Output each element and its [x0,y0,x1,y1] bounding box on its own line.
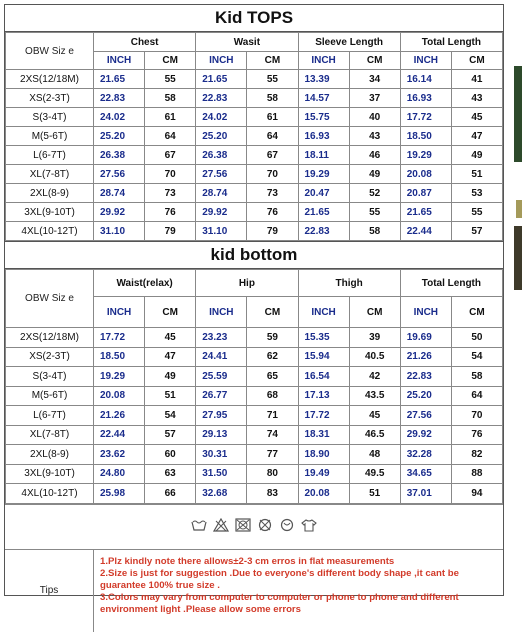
inch-value-cell: 20.87 [400,184,451,203]
inch-value-cell: 19.29 [94,367,145,387]
inch-value-cell: 21.65 [196,70,247,89]
unit-header: INCH [400,297,451,328]
inch-value-cell: 29.13 [196,425,247,445]
cm-value-cell: 37 [349,89,400,108]
inch-value-cell: 16.14 [400,70,451,89]
adjacent-photo-strip [506,0,522,600]
photo-fragment [514,66,522,162]
inch-value-cell: 27.56 [94,165,145,184]
inch-value-cell: 15.75 [298,108,349,127]
inch-value-cell: 19.49 [298,464,349,484]
inch-value-cell: 24.02 [94,108,145,127]
cm-value-cell: 79 [247,222,298,241]
cm-value-cell: 52 [349,184,400,203]
inch-value-cell: 22.44 [94,425,145,445]
cm-value-cell: 70 [451,406,502,426]
table-row [6,464,503,484]
cm-value-cell: 76 [247,203,298,222]
table-row [6,127,503,146]
inch-value-cell: 21.26 [400,347,451,367]
cm-value-cell: 55 [451,203,502,222]
cm-value-cell: 61 [247,108,298,127]
inch-value-cell: 19.29 [298,165,349,184]
cm-value-cell: 61 [145,108,196,127]
table-row [6,70,503,89]
inch-value-cell: 22.83 [94,89,145,108]
hang-dry-icon [301,518,317,535]
cm-value-cell: 65 [247,367,298,387]
cm-value-cell: 47 [451,127,502,146]
measure-group-header: Waist(relax) [94,270,196,297]
cm-value-cell: 53 [451,184,502,203]
cm-value-cell: 58 [145,89,196,108]
cm-value-cell: 54 [145,406,196,426]
cm-value-cell: 60 [145,445,196,465]
inch-value-cell: 25.98 [94,484,145,504]
cm-value-cell: 49.5 [349,464,400,484]
inch-value-cell: 19.69 [400,328,451,348]
measure-group-header: Total Length [400,270,502,297]
inch-value-cell: 32.28 [400,445,451,465]
inch-value-cell: 31.10 [196,222,247,241]
tips-section [5,549,503,632]
inch-value-cell: 22.44 [400,222,451,241]
inch-value-cell: 18.31 [298,425,349,445]
table-row [6,484,503,504]
cm-value-cell: 67 [145,146,196,165]
cm-value-cell: 51 [145,386,196,406]
cm-value-cell: 88 [451,464,502,484]
cm-value-cell: 49 [349,165,400,184]
inch-value-cell: 19.29 [400,146,451,165]
cm-value-cell: 50 [451,328,502,348]
inch-value-cell: 27.95 [196,406,247,426]
size-cell: XS(2-3T) [6,347,94,367]
size-cell: 3XL(9-10T) [6,203,94,222]
cm-value-cell: 59 [247,328,298,348]
size-column-header: OBW Siz e [6,270,94,328]
inch-value-cell: 27.56 [196,165,247,184]
cm-value-cell: 51 [349,484,400,504]
cm-value-cell: 43.5 [349,386,400,406]
inch-value-cell: 27.56 [400,406,451,426]
unit-header: CM [247,52,298,70]
inch-value-cell: 13.39 [298,70,349,89]
table-row [6,165,503,184]
inch-value-cell: 14.57 [298,89,349,108]
size-cell: L(6-7T) [6,406,94,426]
cm-value-cell: 40.5 [349,347,400,367]
table-row [6,89,503,108]
size-cell: 3XL(9-10T) [6,464,94,484]
inch-value-cell: 16.54 [298,367,349,387]
unit-header: INCH [400,52,451,70]
inch-value-cell: 25.20 [94,127,145,146]
size-cell: XL(7-8T) [6,425,94,445]
size-column-header: OBW Siz e [6,33,94,70]
inch-value-cell: 24.80 [94,464,145,484]
unit-header: INCH [94,297,145,328]
cm-value-cell: 64 [451,386,502,406]
cm-value-cell: 42 [349,367,400,387]
size-cell: S(3-4T) [6,108,94,127]
table-row [6,425,503,445]
inch-value-cell: 37.01 [400,484,451,504]
tops-table [5,32,503,241]
inch-value-cell: 15.35 [298,328,349,348]
cm-value-cell: 79 [145,222,196,241]
hand-wash-icon [191,518,207,535]
size-cell: XS(2-3T) [6,89,94,108]
cm-value-cell: 47 [145,347,196,367]
cm-value-cell: 71 [247,406,298,426]
unit-header: CM [451,297,502,328]
inch-value-cell: 28.74 [196,184,247,203]
no-tumble-dry-icon [235,518,251,535]
inch-value-cell: 23.23 [196,328,247,348]
inch-value-cell: 21.65 [400,203,451,222]
inch-value-cell: 26.38 [94,146,145,165]
cm-value-cell: 49 [145,367,196,387]
size-chart [4,4,504,615]
cm-value-cell: 55 [145,70,196,89]
measure-group-header: Sleeve Length [298,33,400,52]
inch-value-cell: 21.65 [298,203,349,222]
cm-value-cell: 82 [451,445,502,465]
no-dry-clean-icon [257,518,273,535]
size-cell: 4XL(10-12T) [6,222,94,241]
inch-value-cell: 22.83 [196,89,247,108]
inch-value-cell: 24.41 [196,347,247,367]
no-bleach-icon [213,518,229,535]
bottom-table [5,269,503,504]
inch-value-cell: 17.72 [94,328,145,348]
cm-value-cell: 76 [451,425,502,445]
size-cell: 2XL(8-9) [6,445,94,465]
inch-value-cell: 23.62 [94,445,145,465]
unit-header: CM [145,297,196,328]
cm-value-cell: 46 [349,146,400,165]
unit-header: INCH [298,297,349,328]
cm-value-cell: 66 [145,484,196,504]
tips-label: Tips [5,550,94,632]
table-row [6,367,503,387]
inch-value-cell: 31.10 [94,222,145,241]
cm-value-cell: 64 [145,127,196,146]
cm-value-cell: 40 [349,108,400,127]
table-row [6,445,503,465]
cm-value-cell: 57 [145,425,196,445]
inch-value-cell: 18.50 [94,347,145,367]
inch-value-cell: 17.13 [298,386,349,406]
size-cell: M(5-6T) [6,127,94,146]
photo-fragment [516,200,522,218]
cm-value-cell: 45 [145,328,196,348]
tips-text [94,550,503,632]
inch-value-cell: 17.72 [298,406,349,426]
care-instructions [5,504,503,549]
cm-value-cell: 73 [145,184,196,203]
inch-value-cell: 26.38 [196,146,247,165]
cm-value-cell: 57 [451,222,502,241]
inch-value-cell: 30.31 [196,445,247,465]
cm-value-cell: 43 [349,127,400,146]
inch-value-cell: 15.94 [298,347,349,367]
unit-header: CM [145,52,196,70]
inch-value-cell: 18.11 [298,146,349,165]
inch-value-cell: 22.83 [298,222,349,241]
cm-value-cell: 83 [247,484,298,504]
size-cell: 4XL(10-12T) [6,484,94,504]
inch-value-cell: 16.93 [298,127,349,146]
unit-header: CM [451,52,502,70]
cm-value-cell: 45 [451,108,502,127]
tip-line-1: 1.Plz kindly note there allows±2-3 cm erros in flat measurements [100,555,395,567]
cm-value-cell: 46.5 [349,425,400,445]
table-row [6,222,503,241]
cm-value-cell: 77 [247,445,298,465]
cm-value-cell: 49 [451,146,502,165]
measure-group-header: Total Length [400,33,502,52]
inch-value-cell: 29.92 [196,203,247,222]
cm-value-cell: 73 [247,184,298,203]
cm-value-cell: 45 [349,406,400,426]
tip-line-2: 2.Size is just for suggestion .Due to everyone's different body shape ,it cant be guarantee 100% true size . [100,568,459,591]
unit-header: INCH [196,297,247,328]
table-row [6,146,503,165]
cm-value-cell: 58 [247,89,298,108]
measure-group-header: Thigh [298,270,400,297]
unit-header: INCH [196,52,247,70]
bottom-title: kid bottom [5,241,503,269]
measure-group-header: Chest [94,33,196,52]
tops-title: Kid TOPS [5,5,503,32]
inch-value-cell: 21.26 [94,406,145,426]
cm-value-cell: 80 [247,464,298,484]
cm-value-cell: 64 [247,127,298,146]
inch-value-cell: 32.68 [196,484,247,504]
table-row [6,184,503,203]
inch-value-cell: 28.74 [94,184,145,203]
inch-value-cell: 25.20 [196,127,247,146]
unit-header: INCH [94,52,145,70]
table-row [6,328,503,348]
inch-value-cell: 25.20 [400,386,451,406]
measure-group-header: Wasit [196,33,298,52]
table-row [6,406,503,426]
cm-value-cell: 51 [451,165,502,184]
cm-value-cell: 39 [349,328,400,348]
cm-value-cell: 68 [247,386,298,406]
inch-value-cell: 25.59 [196,367,247,387]
table-row [6,108,503,127]
unit-header: CM [247,297,298,328]
inch-value-cell: 29.92 [400,425,451,445]
tip-line-3: 3.Colors may vary from computer to computer or phone to phone and different environment light .Please allow some errors [100,592,459,615]
no-wring-icon [279,518,295,535]
cm-value-cell: 58 [349,222,400,241]
cm-value-cell: 67 [247,146,298,165]
inch-value-cell: 21.65 [94,70,145,89]
inch-value-cell: 18.50 [400,127,451,146]
table-row [6,386,503,406]
cm-value-cell: 62 [247,347,298,367]
inch-value-cell: 34.65 [400,464,451,484]
size-cell: 2XS(12/18M) [6,70,94,89]
table-row [6,203,503,222]
size-cell: S(3-4T) [6,367,94,387]
unit-header: CM [349,52,400,70]
cm-value-cell: 48 [349,445,400,465]
table-row [6,347,503,367]
size-cell: M(5-6T) [6,386,94,406]
cm-value-cell: 70 [247,165,298,184]
inch-value-cell: 20.08 [94,386,145,406]
cm-value-cell: 55 [349,203,400,222]
photo-fragment [514,226,522,290]
cm-value-cell: 34 [349,70,400,89]
size-cell: L(6-7T) [6,146,94,165]
inch-value-cell: 16.93 [400,89,451,108]
inch-value-cell: 26.77 [196,386,247,406]
cm-value-cell: 74 [247,425,298,445]
cm-value-cell: 70 [145,165,196,184]
inch-value-cell: 18.90 [298,445,349,465]
cm-value-cell: 58 [451,367,502,387]
inch-value-cell: 29.92 [94,203,145,222]
inch-value-cell: 31.50 [196,464,247,484]
inch-value-cell: 17.72 [400,108,451,127]
unit-header: CM [349,297,400,328]
cm-value-cell: 94 [451,484,502,504]
inch-value-cell: 24.02 [196,108,247,127]
cm-value-cell: 55 [247,70,298,89]
size-cell: 2XS(12/18M) [6,328,94,348]
cm-value-cell: 63 [145,464,196,484]
size-cell: 2XL(8-9) [6,184,94,203]
cm-value-cell: 43 [451,89,502,108]
cm-value-cell: 76 [145,203,196,222]
size-cell: XL(7-8T) [6,165,94,184]
cm-value-cell: 41 [451,70,502,89]
unit-header: INCH [298,52,349,70]
inch-value-cell: 20.47 [298,184,349,203]
measure-group-header: Hip [196,270,298,297]
cm-value-cell: 54 [451,347,502,367]
inch-value-cell: 20.08 [298,484,349,504]
inch-value-cell: 20.08 [400,165,451,184]
inch-value-cell: 22.83 [400,367,451,387]
